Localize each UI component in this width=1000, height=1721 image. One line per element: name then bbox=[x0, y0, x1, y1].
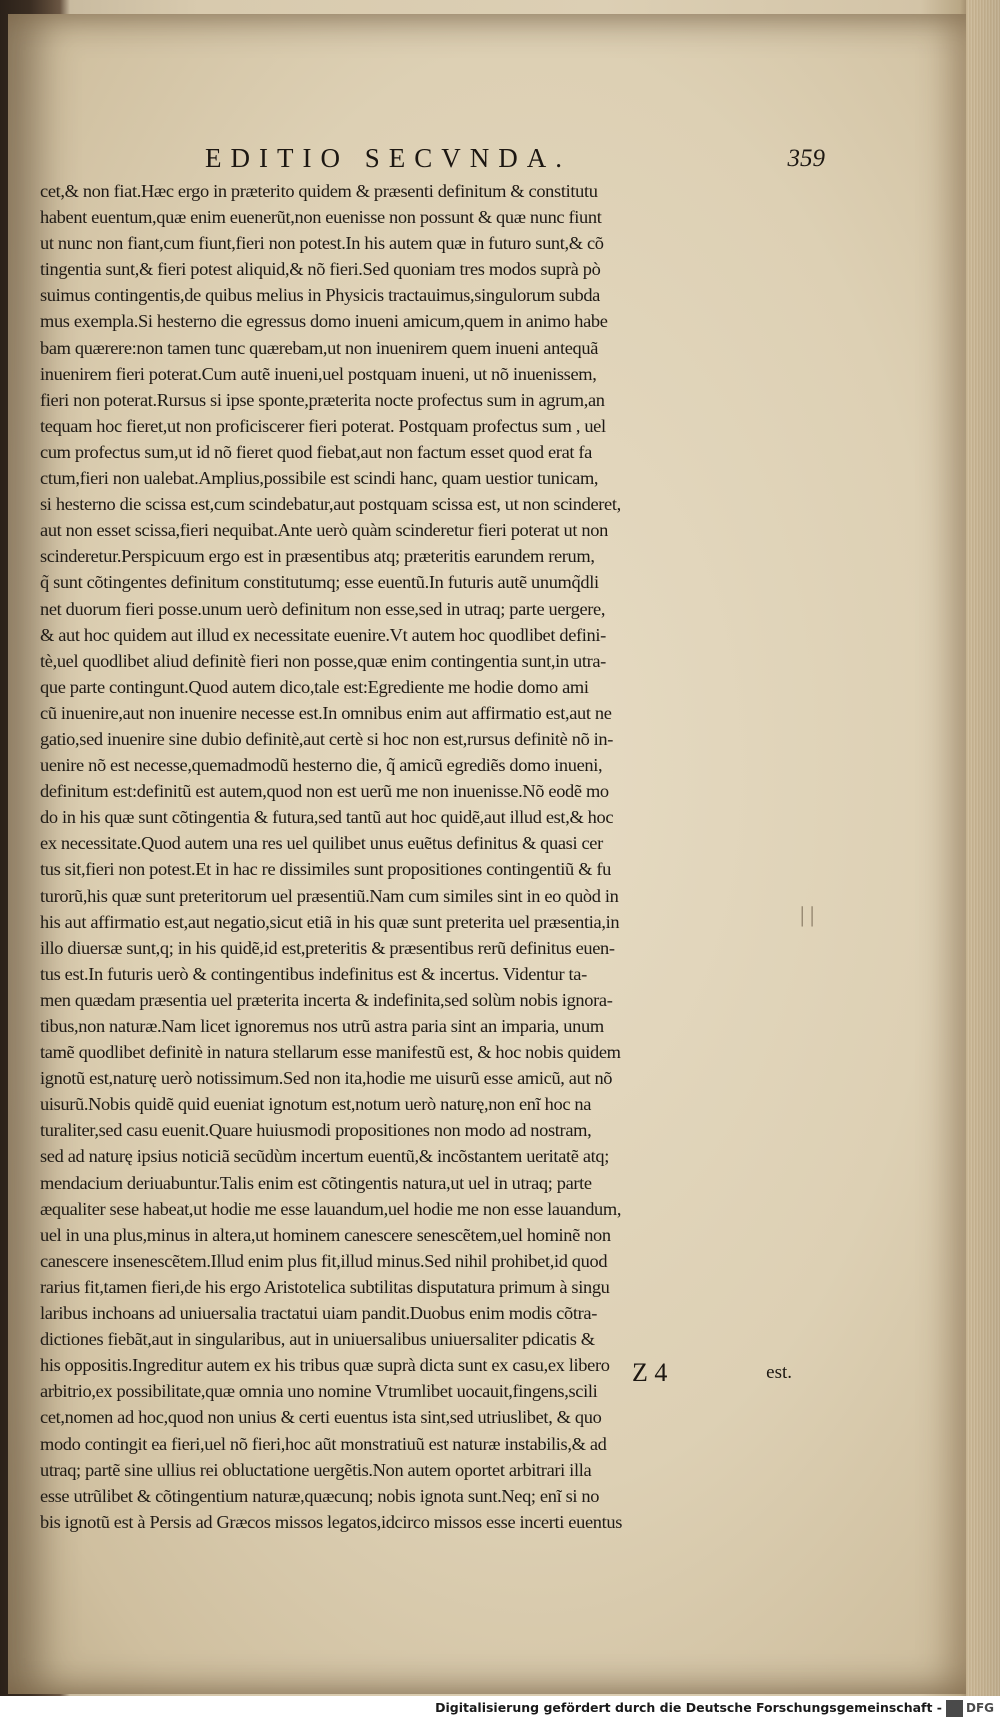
text-line: cet,nomen ad hoc,quod non unius & certi euentus ista sint,sed utriuslibet, & quo bbox=[40, 1407, 602, 1428]
page-edges bbox=[966, 0, 1000, 1721]
text-line: men quædam præsentia uel præterita incerta & indefinita,sed solùm nobis ignora- bbox=[40, 989, 613, 1010]
text-line: laribus inchoans ad uniuersalia tractatui uiam pandit.Duobus enim modis cõtra- bbox=[40, 1303, 597, 1324]
text-line: do in his quæ sunt cõtingentia & futura,sed tantũ aut hoc quidẽ,aut illud est,& hoc bbox=[40, 807, 614, 828]
text-line: suimus contingentis,de quibus melius in Physicis tractauimus,singulorum subda bbox=[40, 285, 600, 306]
text-line: esse utrũlibet & cõtingentium naturæ,quæcunq; nobis ignota sunt.Neq; enĩ si no bbox=[40, 1485, 600, 1506]
dfg-logo-text: DFG bbox=[966, 1701, 995, 1715]
dfg-logo bbox=[946, 1700, 994, 1717]
text-line: illo diuersæ sunt,q; in his quidẽ,id est,preteritis & præsentibus rerũ definitus euen- bbox=[40, 937, 615, 958]
text-line: tè,uel quodlibet aliud definitè fieri non posse,quæ enim contingentia sunt,in utra- bbox=[40, 650, 606, 671]
text-line: utraq; partẽ sine ullius rei obluctatione uergẽtis.Non autem oportet arbitrari illa bbox=[40, 1459, 592, 1480]
text-line: canescere insenescẽtem.Illud enim plus fit,illud minus.Sed nihil prohibet,id quod bbox=[40, 1250, 608, 1271]
text-line: & aut hoc quidem aut illud ex necessitate euenire.Vt autem hoc quodlibet defini- bbox=[40, 624, 606, 645]
text-line: tamẽ quodlibet definitè in natura stellarum esse manifestũ est, & hoc nobis quidem bbox=[40, 1042, 621, 1063]
text-line: bam quærere:non tamen tunc quærebam,ut non inuenirem quem inueni antequã bbox=[40, 337, 599, 358]
text-line: tus est.In futuris uerò & contingentibus indefinitus est & incertus. Videntur ta- bbox=[40, 963, 587, 984]
text-line: aut non esset scissa,fieri nequibat.Ante uerò quàm scinderetur fieri poterat ut non bbox=[40, 520, 608, 541]
text-line: gatio,sed inuenire sine dubio definitè,aut certè si hoc non est,rursus definitè nõ in- bbox=[40, 728, 614, 749]
text-line: si hesterno die scissa est,cum scindebatur,aut postquam scissa est, ut non scinderet, bbox=[40, 494, 621, 515]
body-text bbox=[40, 178, 792, 1535]
text-line: q̃ sunt cõtingentes definitum constitutumq; esse euentũ.In futuris autẽ unumq̃dli bbox=[40, 572, 599, 593]
text-line: arbitrio,ex possibilitate,quæ omnia uno nomine Vtrumlibet uocauit,fingens,scili bbox=[40, 1381, 598, 1402]
text-line: ut nunc non fiant,cum fiunt,fieri non potest.In his autem quæ in futuro sunt,& cõ bbox=[40, 233, 604, 254]
text-line: ctum,fieri non ualebat.Amplius,possibile est scindi hanc, quam uestior tunicam, bbox=[40, 468, 599, 489]
text-line: ex necessitate.Quod autem una res uel quilibet unus euẽtus definitus & quasi cer bbox=[40, 833, 603, 854]
catchword: est. bbox=[766, 1362, 792, 1383]
text-line: his oppositis.Ingreditur autem ex his tribus quæ suprà dicta sunt ex casu,ex libero bbox=[40, 1355, 610, 1376]
text-line: habent euentum,quæ enim euenerũt,non euenisse non possunt & quæ nunc fiunt bbox=[40, 207, 602, 228]
text-line: tingentia sunt,& fieri potest aliquid,& nõ fieri.Sed quoniam tres modos suprà pò bbox=[40, 259, 601, 280]
text-line: bis ignotũ est à Persis ad Græcos missos legatos,idcirco missos esse incerti euentus bbox=[40, 1511, 623, 1532]
credit-footer bbox=[0, 1696, 1000, 1721]
text-line: uenire nõ est necesse,quemadmodũ hesterno die, q̃ amicũ egrediẽs domo inueni, bbox=[40, 755, 603, 776]
text-line: scinderetur.Perspicuum ergo est in præsentibus atq; præteritis earundem rerum, bbox=[40, 546, 595, 567]
text-line: cũ inuenire,aut non inuenire necesse est.In omnibus enim aut affirmatio est,aut ne bbox=[40, 702, 612, 723]
text-line: rarius fit,tamen fieri,de his ergo Aristotelica subtilitas disputatura primum à singu bbox=[40, 1276, 610, 1297]
text-line: modo contingit ea fieri,uel nõ fieri,hoc aũt monstratiuũ est naturæ instabilis,& ad bbox=[40, 1433, 607, 1454]
text-line: his aut affirmatio est,aut negatio,sicut etiã in his quæ sunt preterita uel præsentia,in bbox=[40, 911, 620, 932]
page-number: 359 bbox=[787, 145, 825, 172]
text-line: mus exempla.Si hesterno die egressus domo inueni amicum,quem in animo habe bbox=[40, 311, 608, 332]
funding-credit: Digitalisierung gefördert durch die Deutsche Forschungsgemeinschaft - bbox=[435, 1700, 942, 1715]
text-line: uel in una plus,minus in altera,ut hominem canescere senescẽtem,uel hominẽ non bbox=[40, 1224, 611, 1245]
text-line: æqualiter sese habeat,ut hodie me esse lauandum,uel hodie me non esse lauandum, bbox=[40, 1198, 622, 1219]
text-line: fieri non poterat.Rursus si ipse sponte,præterita nocte profectus sum in agrum,an bbox=[40, 389, 605, 410]
running-head: EDITIO SECVNDA. bbox=[205, 143, 571, 173]
signature-line bbox=[632, 1358, 792, 1388]
dfg-logo-icon bbox=[946, 1700, 963, 1717]
text-line: tibus,non naturæ.Nam licet ignoremus nos utrũ astra paria sint an imparia, unum bbox=[40, 1016, 604, 1036]
signature-mark: Z 4 bbox=[632, 1358, 668, 1387]
text-line: tequam hoc fieret,ut non proficiscerer fieri poterat. Postquam profectus sum , uel bbox=[40, 415, 606, 436]
text-line: inuenirem fieri poterat.Cum autẽ inueni,uel postquam inueni, ut nõ inuenissem, bbox=[40, 363, 597, 384]
text-line: cet,& non fiat.Hæc ergo in præterito quidem & præsenti definitum & constitutu bbox=[40, 181, 598, 201]
text-line: sed ad naturę ipsius noticiã secũdùm incertum euentũ,& incõstantem ueritatẽ atq; bbox=[40, 1146, 610, 1167]
text-line: definitum est:definitũ est autem,quod non est uerũ me non inuenisse.Nõ eodẽ mo bbox=[40, 781, 609, 802]
text-line: cum profectus sum,ut id nõ fieret quod fiebat,aut non factum esset quod erat fa bbox=[40, 441, 592, 462]
text-line: net duorum fieri posse.unum uerò definitum non esse,sed in utraq; parte uergere, bbox=[40, 598, 606, 619]
page-header bbox=[205, 143, 825, 183]
margin-annotation: | | bbox=[800, 902, 815, 927]
text-line: tus sit,fieri non potest.Et in hac re dissimiles sunt propositiones contingentiũ & fu bbox=[40, 859, 611, 880]
text-line: que parte contingunt.Quod autem dico,tale est:Egrediente me hodie domo ami bbox=[40, 676, 589, 697]
text-line: turaliter,sed casu euenit.Quare huiusmodi propositiones non modo ad nostram, bbox=[40, 1120, 592, 1141]
text-line: mendacium deriuabuntur.Talis enim est cõtingentis natura,ut uel in utraq; parte bbox=[40, 1172, 592, 1193]
text-line: uisurũ.Nobis quidẽ quid eueniat ignotum est,notum uerò naturę,non enĩ hoc na bbox=[40, 1094, 592, 1115]
text-line: dictiones fiebãt,aut in singularibus, aut in uniuersalibus uniuersaliter pdicatis & bbox=[40, 1329, 595, 1350]
text-line: ignotũ est,naturę uerò notissimum.Sed non ita,hodie me uisurũ esse amicũ, aut nõ bbox=[40, 1068, 613, 1089]
text-line: turorũ,his quæ sunt preteritorum uel præsentiũ.Nam cum similes sint in eo quòd in bbox=[40, 885, 619, 906]
